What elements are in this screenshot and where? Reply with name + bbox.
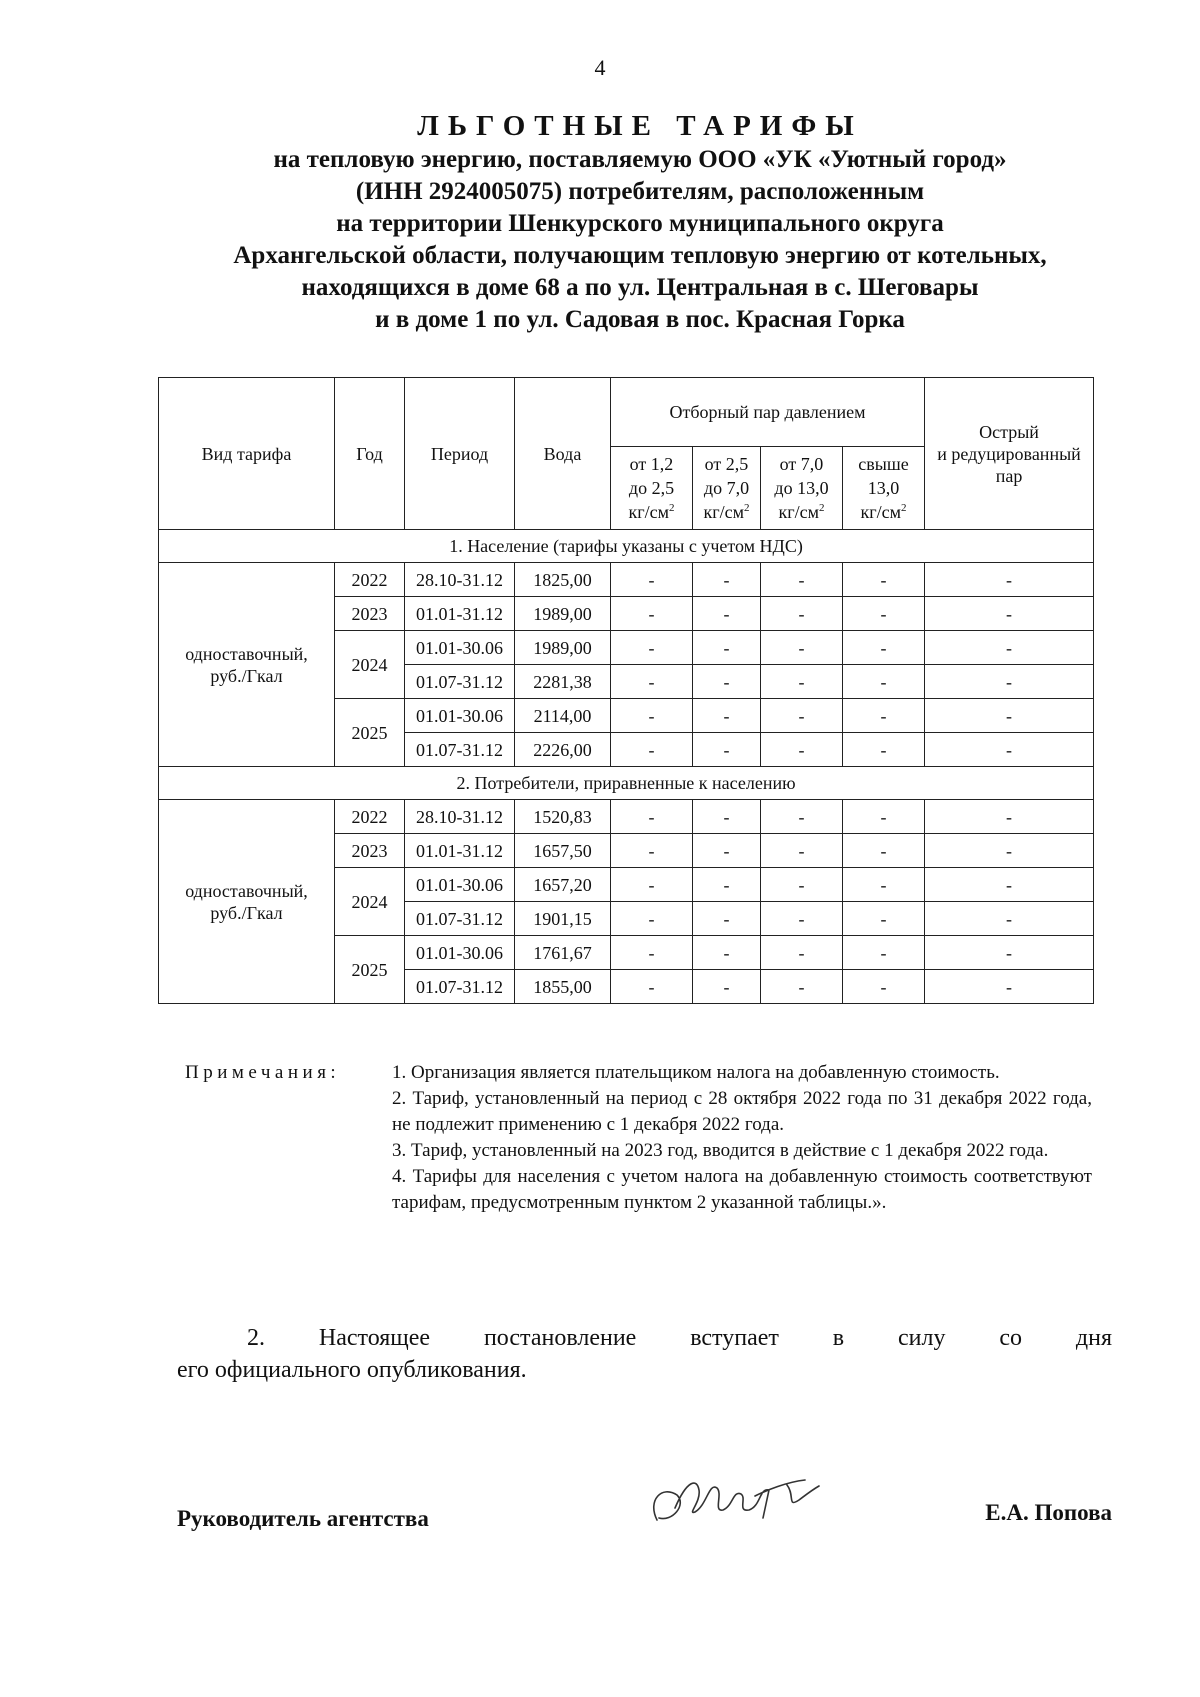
title-line: Архангельской области, получающим тепловую энергию от котельных, bbox=[233, 242, 1047, 269]
steam-cell: - bbox=[693, 834, 761, 868]
sharp-steam-cell: - bbox=[925, 936, 1094, 970]
year-cell: 2023 bbox=[335, 597, 405, 631]
title-main: ЛЬГОТНЫЕ ТАРИФЫ bbox=[417, 110, 863, 142]
header-year: Год bbox=[335, 378, 405, 530]
steam-cell: - bbox=[843, 563, 925, 597]
steam-cell: - bbox=[693, 665, 761, 699]
water-cell: 2281,38 bbox=[515, 665, 611, 699]
year-cell: 2024 bbox=[335, 631, 405, 699]
period-cell: 01.01-31.12 bbox=[405, 834, 515, 868]
steam-cell: - bbox=[761, 597, 843, 631]
header-sharp-steam: Острый и редуцированный пар bbox=[925, 378, 1094, 530]
handwritten-signature bbox=[637, 1460, 837, 1540]
year-cell: 2022 bbox=[335, 563, 405, 597]
steam-cell: - bbox=[761, 699, 843, 733]
period-cell: 01.07-31.12 bbox=[405, 733, 515, 767]
section-title: 1. Население (тарифы указаны с учетом НДС) bbox=[159, 530, 1094, 563]
tariff-table bbox=[158, 377, 1094, 1004]
sharp-steam-cell: - bbox=[925, 597, 1094, 631]
water-cell: 1855,00 bbox=[515, 970, 611, 1004]
period-cell: 01.07-31.12 bbox=[405, 902, 515, 936]
notes-list bbox=[392, 1060, 1092, 1216]
steam-cell: - bbox=[611, 970, 693, 1004]
water-cell: 1989,00 bbox=[515, 631, 611, 665]
period-cell: 01.01-30.06 bbox=[405, 868, 515, 902]
sharp-steam-cell: - bbox=[925, 631, 1094, 665]
steam-cell: - bbox=[843, 800, 925, 834]
water-cell: 2114,00 bbox=[515, 699, 611, 733]
period-cell: 01.07-31.12 bbox=[405, 665, 515, 699]
section-title: 2. Потребители, приравненные к населению bbox=[159, 767, 1094, 800]
steam-cell: - bbox=[611, 834, 693, 868]
sharp-steam-cell: - bbox=[925, 868, 1094, 902]
title-line: на территории Шенкурского муниципального округа bbox=[336, 210, 944, 237]
water-cell: 1761,67 bbox=[515, 936, 611, 970]
note-item: 3. Тариф, установленный на 2023 год, вводится в действие с 1 декабря 2022 года. bbox=[392, 1140, 1049, 1161]
sharp-steam-cell: - bbox=[925, 699, 1094, 733]
table-row bbox=[159, 563, 1094, 597]
period-cell: 01.01-30.06 bbox=[405, 631, 515, 665]
tariff-type-cell: одноставочный, руб./Гкал bbox=[159, 563, 335, 767]
year-cell: 2024 bbox=[335, 868, 405, 936]
steam-cell: - bbox=[843, 936, 925, 970]
note-item: 2. Тариф, установленный на период с 28 октября 2022 года по 31 декабря 2022 года, не подлежит применению с 1 декабря 2022 года. bbox=[392, 1088, 1092, 1135]
steam-cell: - bbox=[611, 902, 693, 936]
steam-cell: - bbox=[843, 699, 925, 733]
steam-cell: - bbox=[693, 631, 761, 665]
page-number: 4 bbox=[594, 55, 606, 80]
steam-cell: - bbox=[843, 665, 925, 699]
steam-cell: - bbox=[693, 733, 761, 767]
tariff-type-cell: одноставочный, руб./Гкал bbox=[159, 800, 335, 1004]
decree-paragraph bbox=[177, 1322, 1112, 1386]
water-cell: 1657,20 bbox=[515, 868, 611, 902]
year-cell: 2023 bbox=[335, 834, 405, 868]
signer-position: Руководитель агентства bbox=[177, 1506, 429, 1531]
steam-cell: - bbox=[761, 834, 843, 868]
steam-cell: - bbox=[761, 800, 843, 834]
steam-cell: - bbox=[611, 563, 693, 597]
water-cell: 1989,00 bbox=[515, 597, 611, 631]
water-cell: 1901,15 bbox=[515, 902, 611, 936]
decree-line: 2. Настоящее постановление вступает в силу со дня bbox=[247, 1325, 1112, 1351]
period-cell: 01.01-30.06 bbox=[405, 936, 515, 970]
steam-cell: - bbox=[843, 902, 925, 936]
signature-block bbox=[177, 1490, 1112, 1550]
steam-cell: - bbox=[843, 834, 925, 868]
steam-cell: - bbox=[611, 936, 693, 970]
steam-cell: - bbox=[611, 631, 693, 665]
steam-cell: - bbox=[843, 597, 925, 631]
decree-line: его официального опубликования. bbox=[177, 1357, 527, 1383]
steam-cell: - bbox=[693, 597, 761, 631]
header-steam-2: от 2,5 до 7,0 $кг/см^2$ bbox=[693, 447, 761, 530]
period-cell: 28.10-31.12 bbox=[405, 800, 515, 834]
steam-cell: - bbox=[693, 902, 761, 936]
sharp-steam-cell: - bbox=[925, 902, 1094, 936]
sharp-steam-cell: - bbox=[925, 970, 1094, 1004]
sharp-steam-cell: - bbox=[925, 800, 1094, 834]
header-period: Период bbox=[405, 378, 515, 530]
year-cell: 2025 bbox=[335, 699, 405, 767]
header-water: Вода bbox=[515, 378, 611, 530]
steam-cell: - bbox=[693, 868, 761, 902]
steam-cell: - bbox=[761, 936, 843, 970]
sharp-steam-cell: - bbox=[925, 733, 1094, 767]
steam-cell: - bbox=[611, 665, 693, 699]
header-steam-3: от 7,0 до 13,0 $кг/см^2$ bbox=[761, 447, 843, 530]
steam-cell: - bbox=[611, 800, 693, 834]
note-item: 4. Тарифы для населения с учетом налога на добавленную стоимость соответствуют тарифам, предусмотренным пунктом 2 указанной таблицы.». bbox=[392, 1166, 1092, 1213]
steam-cell: - bbox=[761, 868, 843, 902]
steam-cell: - bbox=[693, 699, 761, 733]
steam-cell: - bbox=[611, 699, 693, 733]
title-line: (ИНН 2924005075) потребителям, расположенным bbox=[355, 178, 925, 205]
steam-cell: - bbox=[761, 733, 843, 767]
steam-cell: - bbox=[843, 970, 925, 1004]
header-steam-1: от 1,2 до 2,5 $кг/см^2$ bbox=[611, 447, 693, 530]
steam-cell: - bbox=[693, 970, 761, 1004]
sharp-steam-cell: - bbox=[925, 834, 1094, 868]
water-cell: 1657,50 bbox=[515, 834, 611, 868]
period-cell: 01.01-31.12 bbox=[405, 597, 515, 631]
title-line: и в доме 1 по ул. Садовая в пос. Красная Горка bbox=[375, 306, 905, 333]
steam-cell: - bbox=[611, 597, 693, 631]
steam-cell: - bbox=[693, 800, 761, 834]
water-cell: 1825,00 bbox=[515, 563, 611, 597]
note-item: 1. Организация является плательщиком налога на добавленную стоимость. bbox=[392, 1062, 1000, 1083]
steam-cell: - bbox=[761, 902, 843, 936]
water-cell: 2226,00 bbox=[515, 733, 611, 767]
period-cell: 01.01-30.06 bbox=[405, 699, 515, 733]
title-line: на тепловую энергию, поставляемую ООО «УК «Уютный город» bbox=[273, 146, 1007, 173]
period-cell: 28.10-31.12 bbox=[405, 563, 515, 597]
steam-cell: - bbox=[611, 733, 693, 767]
title-line: находящихся в доме 68 а по ул. Центральная в с. Шеговары bbox=[301, 274, 979, 301]
steam-cell: - bbox=[611, 868, 693, 902]
steam-cell: - bbox=[761, 563, 843, 597]
steam-cell: - bbox=[843, 631, 925, 665]
sharp-steam-cell: - bbox=[925, 665, 1094, 699]
notes-label: Примечания: bbox=[185, 1062, 341, 1083]
header-steam-4: свыше 13,0 $кг/см^2$ bbox=[843, 447, 925, 530]
steam-cell: - bbox=[693, 563, 761, 597]
steam-cell: - bbox=[843, 733, 925, 767]
header-tariff-type: Вид тарифа bbox=[159, 378, 335, 530]
year-cell: 2025 bbox=[335, 936, 405, 1004]
year-cell: 2022 bbox=[335, 800, 405, 834]
header-steam-group: Отборный пар давлением bbox=[611, 378, 925, 447]
period-cell: 01.07-31.12 bbox=[405, 970, 515, 1004]
steam-cell: - bbox=[843, 868, 925, 902]
signer-name: Е.А. Попова bbox=[985, 1500, 1112, 1525]
sharp-steam-cell: - bbox=[925, 563, 1094, 597]
steam-cell: - bbox=[761, 665, 843, 699]
table-row bbox=[159, 800, 1094, 834]
steam-cell: - bbox=[761, 631, 843, 665]
document-title bbox=[160, 108, 1120, 336]
steam-cell: - bbox=[761, 970, 843, 1004]
steam-cell: - bbox=[693, 936, 761, 970]
water-cell: 1520,83 bbox=[515, 800, 611, 834]
